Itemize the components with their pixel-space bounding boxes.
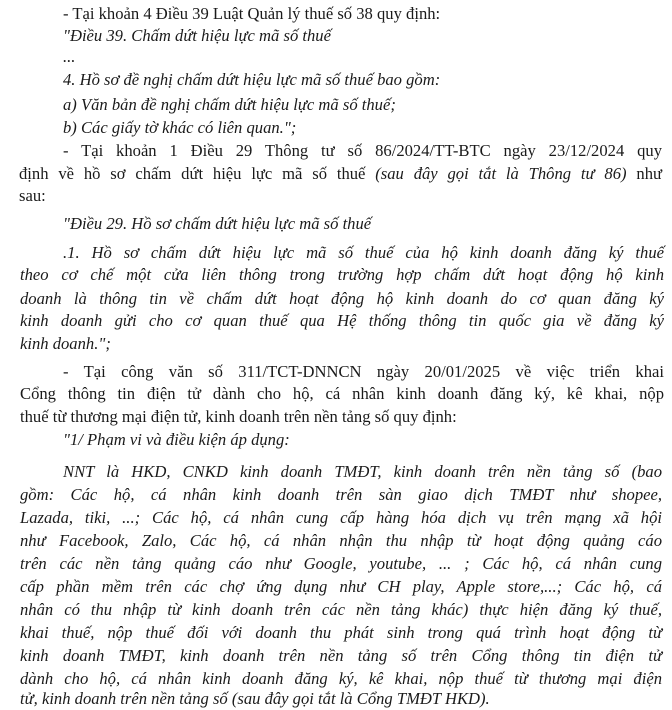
text-line: Lazada, tiki, ...; Các hộ, cá nhân cung cấp hàng hóa dịch vụ trên mạng xã hội: [20, 508, 662, 527]
text-line: kinh doanh TMĐT, kinh doanh trên nền tảng số trên Cổng thông tin điện tử: [20, 646, 662, 665]
text-line: kinh doanh gửi cho cơ quan thuế qua Hệ thống thông tin quốc gia về đăng ký: [20, 311, 664, 330]
text-line: - Tại khoản 1 Điều 29 Thông tư số 86/2024/TT-BTC ngày 23/12/2024 quy: [63, 141, 662, 160]
text-line: trên các nền tảng quảng cáo như Google, youtube, ... ; Các hộ, cá nhân cung: [20, 554, 662, 573]
text-line: - Tại khoản 4 Điều 39 Luật Quản lý thuế số 38 quy định:: [63, 4, 441, 23]
text-line: ...: [63, 47, 76, 66]
text-line: Cổng thông tin điện tử dành cho hộ, cá nhân kinh doanh đăng ký, kê khai, nộp: [20, 384, 664, 403]
text-line: b) Các giấy tờ khác có liên quan.";: [63, 118, 297, 137]
text-line: tử, kinh doanh trên nền tảng số (sau đây gọi tắt là Cổng TMĐT HKD).: [20, 689, 490, 708]
text-segment: như: [626, 164, 662, 183]
text-line: doanh là thông tin về chấm dứt hoạt động hộ kinh doanh do cơ quan đăng ký: [20, 289, 664, 308]
text-line: thuế từ thương mại điện tử, kinh doanh trên nền tảng số quy định:: [20, 407, 457, 426]
text-line: [19, 164, 662, 184]
text-line: như Facebook, Zalo, Các hộ, cá nhân nhận thu nhập từ hoạt động quảng cáo: [20, 531, 662, 550]
text-line: .1. Hồ sơ chấm dứt hiệu lực mã số thuế của hộ kinh doanh đăng ký thuế: [63, 243, 664, 262]
text-line: a) Văn bản đề nghị chấm dứt hiệu lực mã số thuế;: [63, 95, 396, 114]
text-line: "Điều 29. Hồ sơ chấm dứt hiệu lực mã số thuế: [63, 214, 372, 233]
text-line: nhân có thu nhập từ kinh doanh trên các nền tảng khác) thực hiện đăng ký thuế,: [20, 600, 662, 619]
text-segment: định về hồ sơ chấm dứt hiệu lực mã số thuế: [19, 164, 376, 183]
text-line: theo cơ chế một cửa liên thông trong trường hợp chấm dứt hoạt động hộ kinh: [20, 265, 664, 284]
text-line: "Điều 39. Chấm dứt hiệu lực mã số thuế: [63, 26, 331, 45]
text-line: sau:: [19, 186, 46, 205]
text-line: cấp phần mềm trên các chợ ứng dụng như CH play, Apple store,...; Các hộ, cá: [20, 577, 662, 596]
text-line: khai thuế, nộp thuế đối với doanh thu phát sinh trong quá trình hoạt động từ: [20, 623, 662, 642]
text-line: kinh doanh.";: [20, 334, 111, 353]
text-segment: (sau đây gọi tắt là Thông tư 86): [375, 164, 627, 183]
text-line: NNT là HKD, CNKD kinh doanh TMĐT, kinh doanh trên nền tảng số (bao: [63, 462, 662, 481]
text-line: gồm: Các hộ, cá nhân kinh doanh trên sàn giao dịch TMĐT như shopee,: [20, 485, 662, 504]
text-line: dành cho hộ, cá nhân kinh doanh đăng ký, kê khai, nộp thuế từ thương mại điện: [20, 669, 662, 688]
text-line: "1/ Phạm vi và điều kiện áp dụng:: [63, 430, 290, 449]
text-line: - Tại công văn số 311/TCT-DNNCN ngày 20/01/2025 về việc triển khai: [63, 362, 664, 381]
text-line: 4. Hồ sơ đề nghị chấm dứt hiệu lực mã số thuế bao gồm:: [63, 70, 441, 89]
